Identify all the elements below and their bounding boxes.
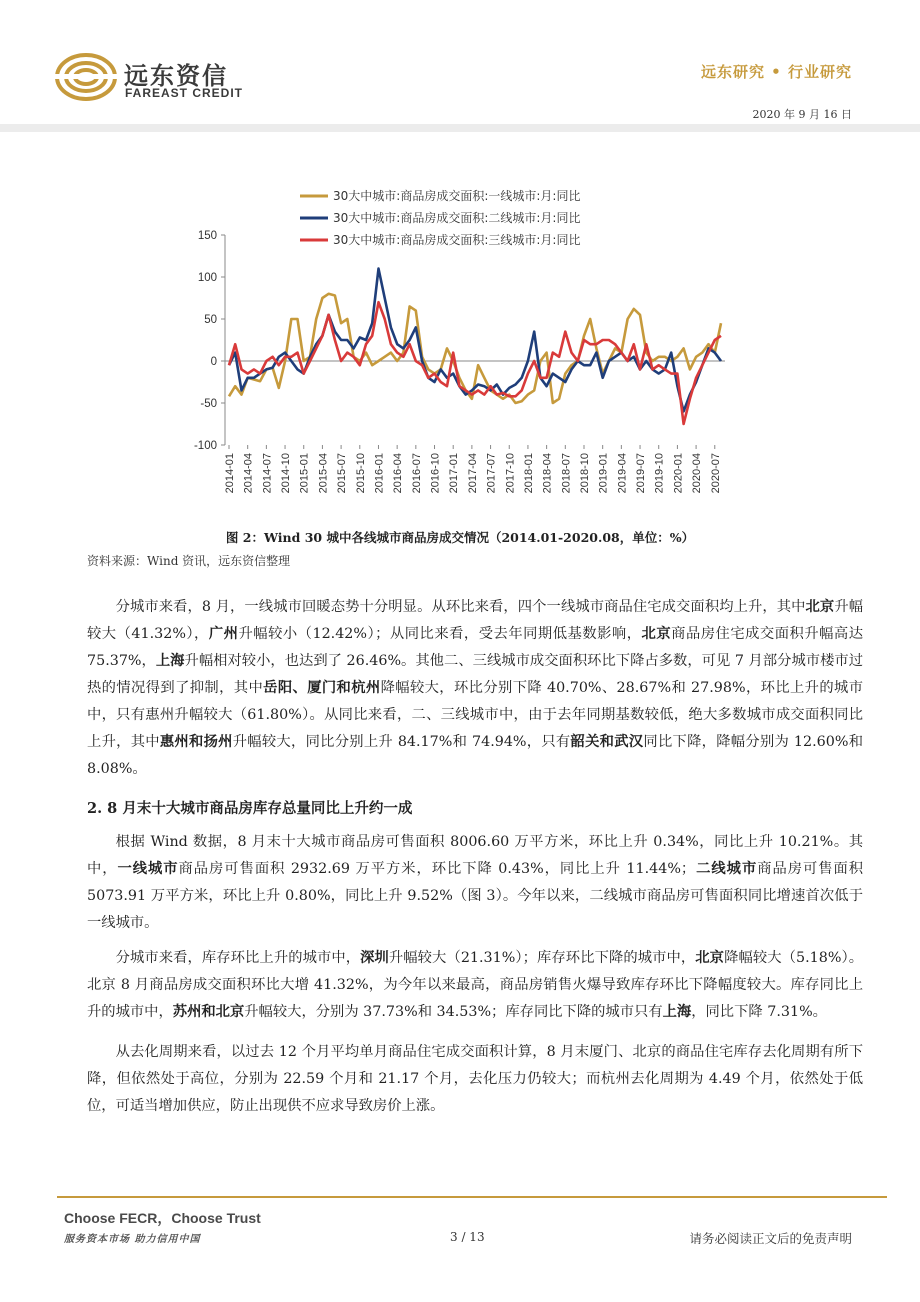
x-tick-label: 2014-01 — [224, 453, 236, 494]
header-divider — [0, 124, 920, 132]
x-tick-label: 2017-07 — [485, 453, 498, 494]
disclaimer-note: 请务必阅读正文后的免责声明 — [689, 1231, 852, 1246]
report-date: 2020 年 9 月 16 日 — [752, 108, 852, 121]
footer-divider — [57, 1196, 887, 1198]
paragraph-destocking: 从去化周期来看，以过去 12 个月平均单月商品住宅成交面积计算，8 月末厦门、北京的商品住宅库存去化周期有所下降，但依然处于高位，分别为 22.59 个月和 21.17 个月，去化压力仍较大；而杭州去化周期为 4.49 个月，依然处于低位，可适当增加供应，防止出现供不应求导致房价上涨。 — [87, 1044, 863, 1114]
x-tick-label: 2014-10 — [280, 453, 293, 494]
legend-label: 30大中城市:商品房成交面积:一线城市:月:同比 — [333, 189, 581, 203]
x-tick-label: 2017-10 — [504, 453, 517, 494]
x-tick-label: 2018-04 — [541, 453, 554, 494]
y-tick-label: -100 — [193, 440, 217, 452]
x-tick-label: 2015-04 — [317, 453, 330, 494]
footer-slogan-en: Choose FECR，Choose Trust — [64, 1210, 261, 1226]
x-tick-label: 2016-07 — [410, 453, 423, 494]
paragraph-city-analysis: 分城市来看，8 月，一线城市回暖态势十分明显。从环比来看，四个一线城市商品住宅成交面积均上升，其中北京升幅较大（41.32%），广州升幅较小（12.42%）；从同比来看，受去年同期低基数影响，北京商品房住宅成交面积升幅高达 75.37%，上海升幅相对较小，也达到了 26.46%。其他二、三线城市成交面积环比下降占多数，可见 7 月部分城市楼市过热的情况得到了抑制，其中岳阳、厦门和杭州降幅较大，环比分别下降 40.70%、28.67%和 27.98%，环比上升的城市中，只有惠州升幅较大（61.80%）。从同比来看，二、三线城市中，由于去年同期基数较低，绝大多数城市成交面积同比上升，其中惠州和扬州升幅较大，同比分别上升 84.17%和 74.94%，只有韶关和武汉同比下降，降幅分别为 12.60%和 8.08%。 — [87, 599, 864, 777]
x-tick-label: 2016-01 — [373, 453, 386, 494]
x-tick-label: 2019-01 — [597, 453, 610, 494]
report-type: 远东研究 • 行业研究 — [700, 63, 852, 81]
x-tick-label: 2020-01 — [672, 452, 685, 494]
legend-label: 30大中城市:商品房成交面积:三线城市:月:同比 — [333, 233, 581, 247]
figure-caption: 图 2：Wind 30 城中各线城市商品房成交情况（2014.01-2020.08，单位：%） — [225, 530, 695, 545]
page-number: 3 / 13 — [450, 1230, 485, 1244]
y-tick-label: 100 — [197, 272, 217, 284]
logo-english-name: FAREAST CREDIT — [125, 86, 244, 100]
x-tick-label: 2015-10 — [354, 453, 367, 494]
x-tick-label: 2019-10 — [653, 453, 666, 494]
x-tick-label: 2019-04 — [616, 453, 629, 494]
y-tick-label: 0 — [210, 356, 217, 368]
line-chart — [180, 180, 740, 520]
section-title: 2. 8 月末十大城市商品房库存总量同比上升约一成 — [87, 800, 413, 817]
x-tick-label: 2020-04 — [691, 453, 704, 494]
x-tick-label: 2019-07 — [635, 453, 648, 494]
y-tick-label: 150 — [197, 230, 217, 242]
paragraph-inventory: 根据 Wind 数据，8 月末十大城市商品房可售面积 8006.60 万平方米，环比上升 0.34%，同比上升 10.21%。其中，一线城市商品房可售面积 2932.69 万平方米，环比下降 0.43%，同比上升 11.44%；二线城市商品房可售面积 5073.91 万平方米，环比上升 0.80%，同比上升 9.52%（图 3）。今年以来，二线城市商品房可售面积同比增速首次低于一线城市。 — [87, 834, 864, 931]
x-tick-label: 2015-07 — [336, 453, 349, 494]
fareast-logo-icon — [55, 52, 117, 102]
series-line-2 — [229, 269, 721, 412]
x-tick-label: 2018-10 — [578, 453, 591, 494]
x-tick-label: 2018-01 — [522, 453, 535, 494]
legend-label: 30大中城市:商品房成交面积:二线城市:月:同比 — [333, 211, 581, 225]
x-tick-label: 2015-01 — [298, 453, 311, 494]
paragraph-inventory-cities: 分城市来看，库存环比上升的城市中，深圳升幅较大（21.31%）；库存环比下降的城市中，北京降幅较大（5.18%）。北京 8 月商品房成交面积环比大增 41.32%，为今年以来最高，商品房销售火爆导致库存环比下降幅度较大。库存同比上升的城市中，苏州和北京升幅较大，分别为 37.73%和 34.53%；库存同比下降的城市只有上海，同比下降 7.31%。 — [87, 950, 864, 1020]
y-tick-label: -50 — [200, 398, 217, 410]
logo-chinese-name: 远东资信 — [124, 62, 228, 90]
page-header — [0, 0, 920, 130]
x-tick-label: 2016-10 — [429, 453, 442, 494]
x-tick-label: 2014-07 — [261, 453, 274, 494]
x-tick-label: 2018-07 — [560, 453, 573, 494]
chart-svg — [180, 180, 740, 520]
x-tick-label: 2017-04 — [466, 453, 479, 494]
x-tick-label: 2016-04 — [392, 453, 405, 494]
x-tick-label: 2020-07 — [709, 453, 722, 494]
y-tick-label: 50 — [204, 314, 217, 326]
footer-slogan-cn: 服务资本市场 助力信用中国 — [64, 1234, 201, 1245]
figure-source: 资料来源：Wind 资讯，远东资信整理 — [87, 554, 291, 568]
x-tick-label: 2017-01 — [448, 453, 461, 494]
x-tick-label: 2014-04 — [242, 453, 255, 494]
